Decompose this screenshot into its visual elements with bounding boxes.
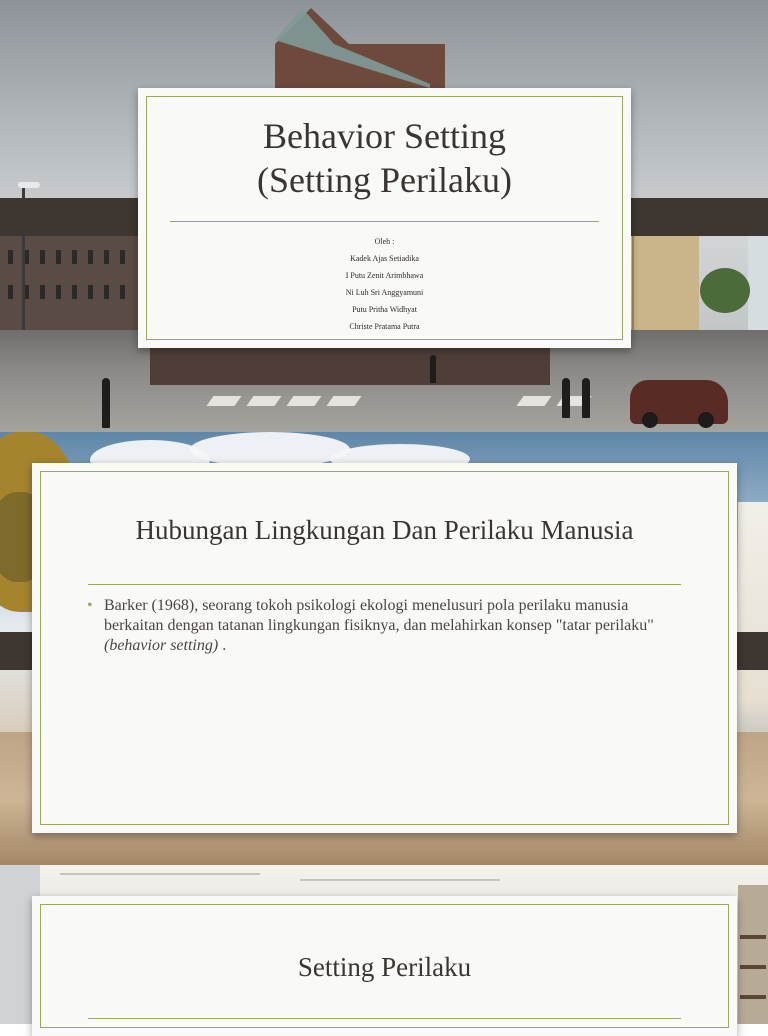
bookshelf: [738, 885, 768, 1024]
ceiling-beam: [300, 879, 500, 881]
glass-building-right: [632, 236, 699, 331]
car-wheel: [642, 412, 658, 428]
title-slide-card: [138, 88, 631, 348]
street-lamp-head: [18, 182, 40, 188]
author-name: Christe Pratama Putra: [349, 322, 420, 331]
pedestrian: [582, 378, 590, 418]
shelf-plank: [740, 965, 766, 969]
slide-title-line-1: Behavior Setting: [263, 116, 506, 156]
title-divider: [88, 1018, 681, 1019]
shelf-plank: [740, 995, 766, 999]
window: [8, 285, 13, 299]
author-name: Putu Pritha Widhyat: [352, 305, 417, 314]
authors-list: [138, 233, 631, 335]
title-divider: [170, 221, 599, 222]
window: [88, 285, 93, 299]
author-name: Kadek Ajas Setiadika: [350, 254, 419, 263]
pedestrian: [430, 355, 436, 383]
slide-tab-right: [613, 198, 768, 236]
shelf-plank: [740, 935, 766, 939]
tree: [700, 268, 750, 313]
bullet-text-italic: (behavior setting): [104, 637, 219, 654]
window: [72, 285, 77, 299]
slide-title: [138, 114, 631, 202]
bullet-icon: •: [87, 597, 93, 614]
slide-title-line-2: (Setting Perilaku): [257, 160, 512, 200]
window: [72, 250, 77, 264]
bullet-text-end: .: [218, 637, 227, 654]
content-slide-card: [32, 463, 737, 833]
window: [40, 250, 45, 264]
window: [104, 250, 109, 264]
window: [120, 285, 125, 299]
authors-label: Oleh :: [374, 237, 395, 246]
pedestrian: [102, 378, 110, 428]
slide-title: Hubungan Lingkungan Dan Perilaku Manusia: [135, 515, 634, 545]
author-name: Ni Luh Sri Anggyamuni: [345, 288, 424, 297]
slide-title: Setting Perilaku: [297, 952, 472, 982]
window: [56, 250, 61, 264]
bullet-paragraph: [87, 596, 664, 656]
window: [104, 285, 109, 299]
ceiling-beam: [60, 873, 260, 875]
slide-tab-left: [0, 198, 155, 236]
window: [40, 285, 45, 299]
cloud: [190, 432, 350, 467]
window: [56, 285, 61, 299]
window: [8, 250, 13, 264]
author-name: I Putu Zenit Arimbhawa: [345, 271, 424, 280]
window: [120, 250, 125, 264]
car-wheel: [698, 412, 714, 428]
bullet-text: Barker (1968), seorang tokoh psikologi ekologi menelusuri pola perilaku manusia berkaitan dengan tatanan lingkungan fisiknya, dan melahirkan konsep "tatar perilaku": [104, 597, 654, 634]
car: [630, 380, 728, 424]
content-slide-card: [32, 896, 737, 1036]
pedestrian: [562, 378, 570, 418]
title-divider: [88, 584, 681, 585]
window: [88, 250, 93, 264]
